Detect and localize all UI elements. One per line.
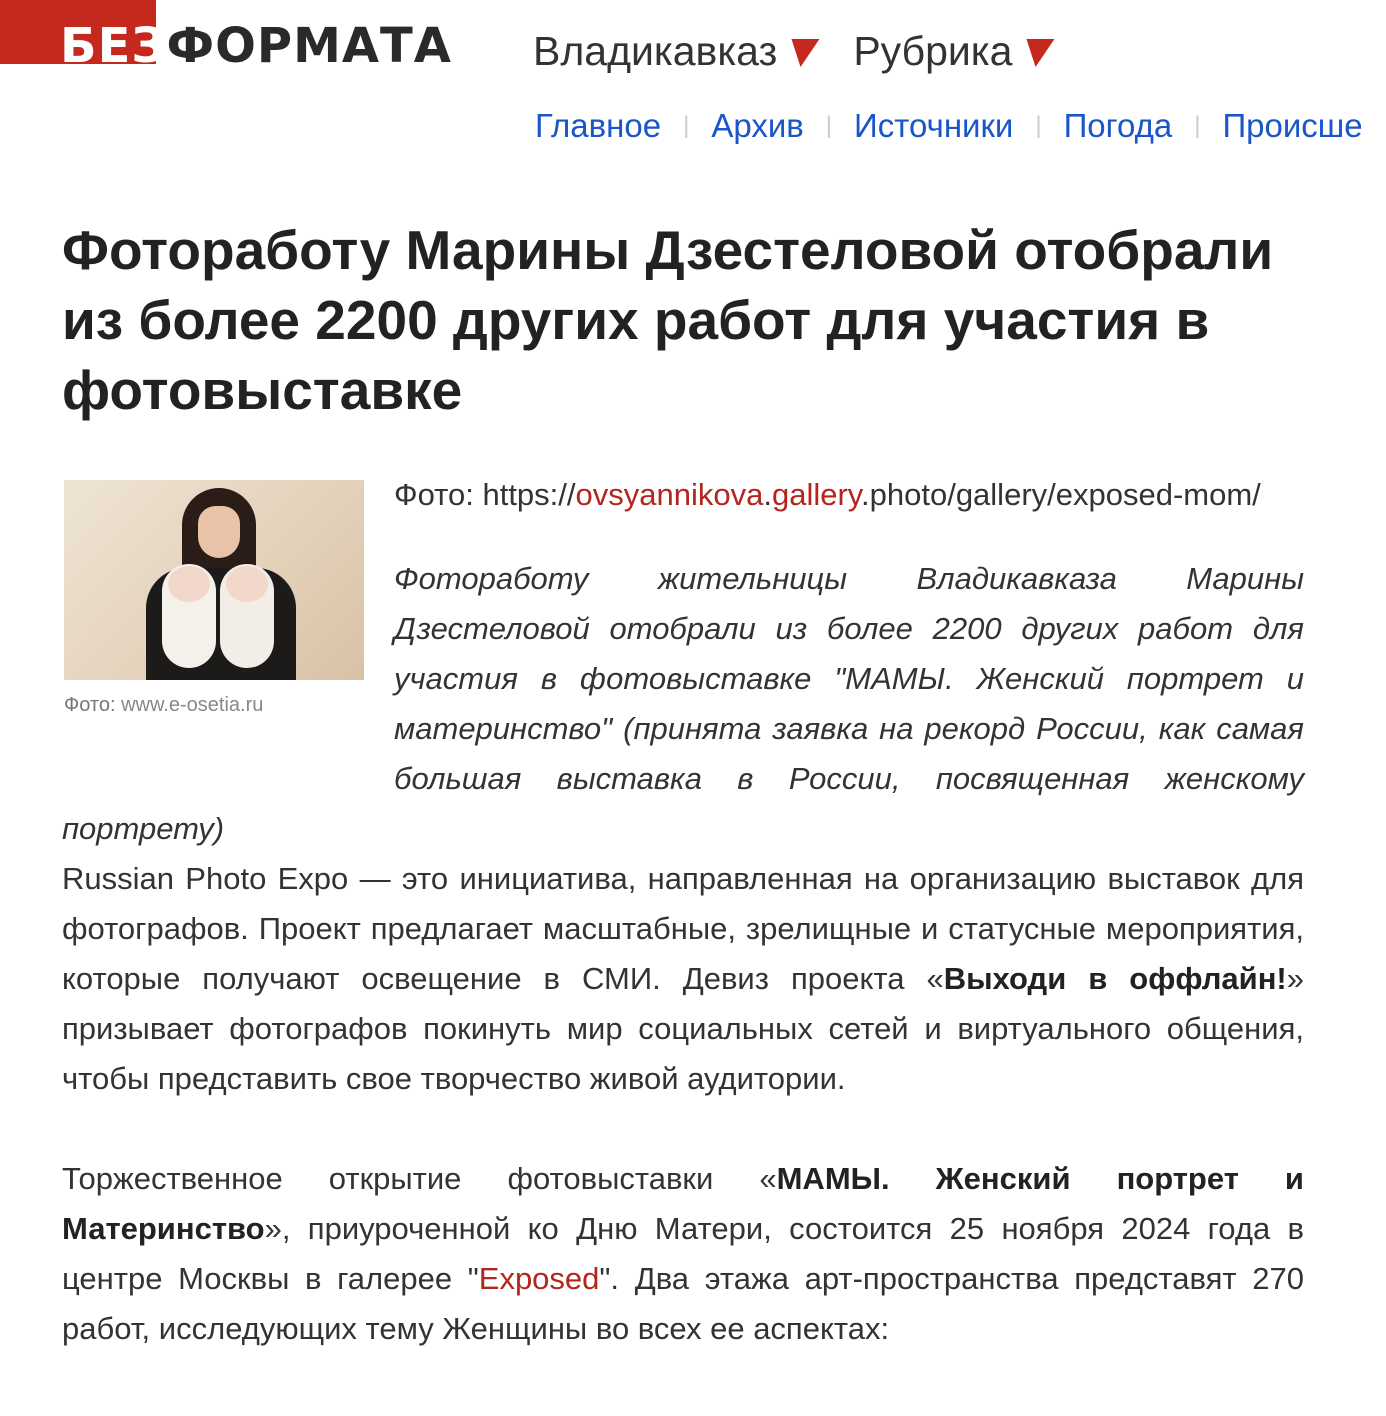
photo-caption-link[interactable]: www.e-osetia.ru [121, 694, 264, 716]
nav-separator: | [1035, 112, 1042, 139]
nav-archive[interactable]: Архив [711, 107, 804, 144]
exposed-gallery-link[interactable]: Exposed [478, 1261, 600, 1296]
logo-format: ФОРМАТА [166, 18, 452, 74]
nav-separator: | [683, 112, 690, 139]
dropdown-triangle-icon [1022, 39, 1055, 67]
nav-incidents[interactable]: Происше [1222, 107, 1363, 144]
para2-exhibition-name: МАМЫ. Женский портрет и Материнство [62, 1161, 1304, 1246]
url-dot: . [763, 477, 772, 512]
photo-source-url[interactable] [482, 477, 1260, 512]
nav-sources[interactable]: Источники [854, 107, 1014, 144]
photo-caption-prefix: Фото: [64, 694, 116, 716]
para1-text-end: » призывает фотографов покинуть мир социальных сетей и виртуального общения, чтобы представить свое творчество живой аудитории. [62, 961, 1305, 1096]
url-rest: .photo/gallery/exposed-mom/ [861, 477, 1261, 512]
article-paragraph-2 [62, 1154, 1304, 1354]
city-selector-label: Владикавказ [533, 28, 778, 74]
header-selectors [533, 26, 1088, 76]
logo-text [60, 16, 452, 76]
url-domain1: ovsyannikova [575, 477, 764, 512]
para2-text-middle: », приуроченной ко Дню Матери, состоится 25 ноября 2024 года в центре Москвы в галерее " [62, 1211, 1304, 1296]
para2-text-end: ". Два этажа арт-пространства представят 270 работ, исследующих тему Женщины во всех ее аспектах: [62, 1261, 1304, 1346]
nav-main[interactable]: Главное [535, 107, 662, 144]
article-title: Фотоработу Марины Дзестеловой отобрали из более 2200 других работ для участия в фотовыставке [62, 219, 1274, 421]
para2-text: Торжественное открытие фотовыставки « [62, 1161, 777, 1196]
url-prefix: https:// [482, 477, 576, 512]
logo-bez: БЕЗ [60, 18, 167, 74]
rubric-selector-label: Рубрика [853, 28, 1013, 74]
photo-source-label: Фото: [394, 477, 474, 512]
article-paragraph-1 [62, 854, 1304, 1104]
dropdown-triangle-icon [787, 39, 820, 67]
site-logo[interactable] [0, 0, 452, 80]
nav-separator: | [825, 112, 833, 139]
nav-weather[interactable]: Погода [1063, 107, 1173, 144]
rubric-selector[interactable] [853, 26, 1052, 76]
para1-text: Russian Photo Expo — это инициатива, направленная на организацию выставок для фотографов. Проект предлагает масштабные, зрелищные и статусные мероприятия, которые получают освещение в СМИ. Девиз проекта « [62, 861, 1304, 996]
url-domain2: gallery [771, 477, 862, 512]
article-body [62, 470, 1304, 1354]
main-nav [535, 106, 1363, 146]
article-lead: Фотоработу жительницы Владикавказа Марины Дзестеловой отобрали из более 2200 других работ для участия в фотовыставке "МАМЫ. Женский портрет и материнство" (принята заявка на рекорд России, как самая большая выставка в России, посвященная женскому портрету) [62, 561, 1304, 846]
para1-motto: Выходи в оффлайн! [943, 961, 1287, 996]
nav-separator: | [1194, 112, 1201, 139]
city-selector[interactable] [533, 26, 817, 76]
